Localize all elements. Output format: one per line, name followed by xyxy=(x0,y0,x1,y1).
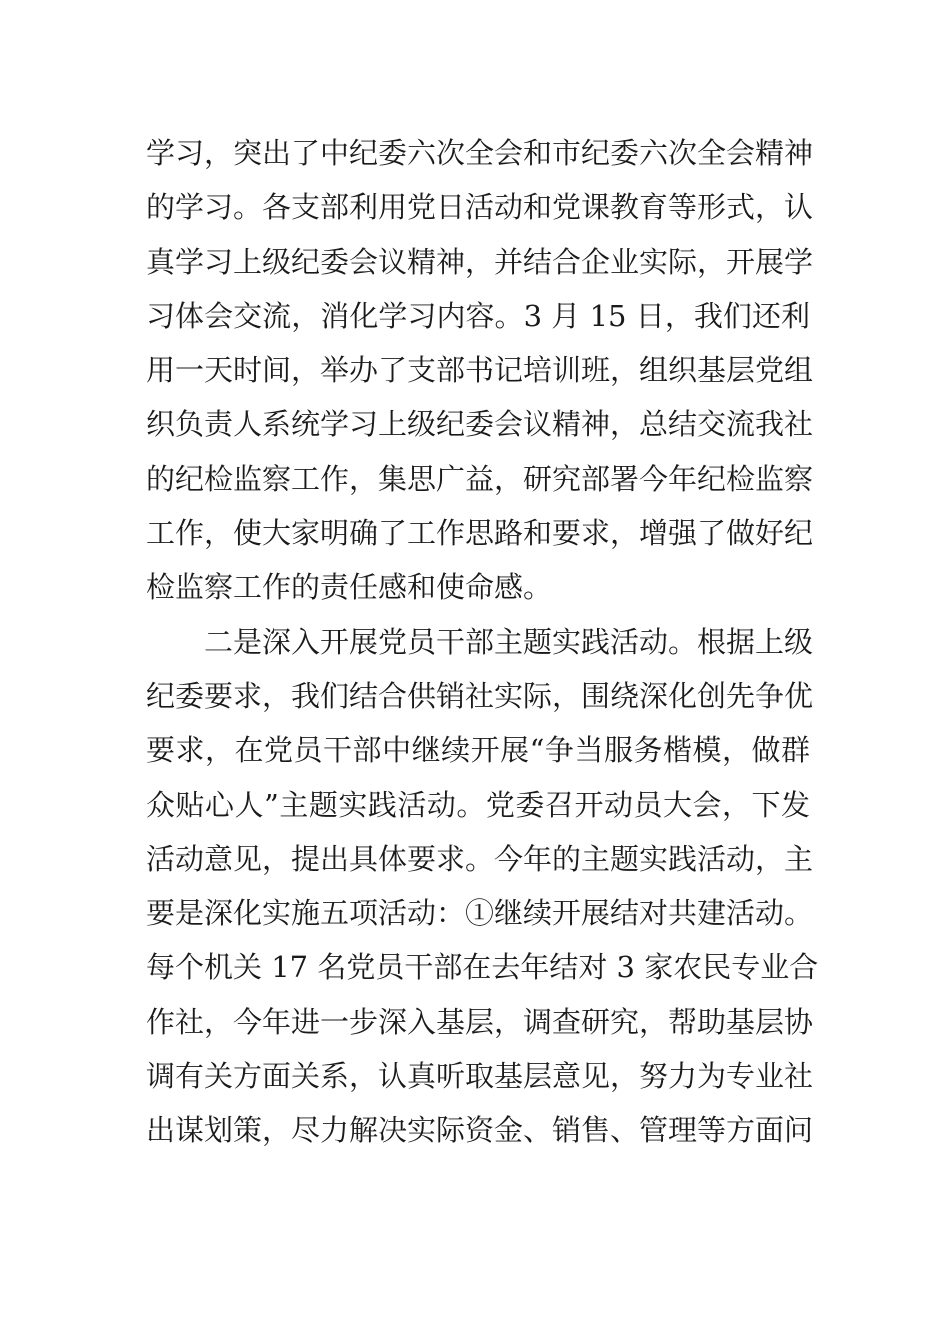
text-line: 工作，使大家明确了工作思路和要求，增强了做好纪 xyxy=(146,516,814,551)
body-text xyxy=(146,126,819,1158)
paragraph-first-line: 二是深入开展党员干部主题实践活动。根据上级 xyxy=(204,624,814,659)
text-line: 织负责人系统学习上级纪委会议精神，总结交流我社 xyxy=(146,407,814,442)
text-line: 用一天时间，举办了支部书记培训班，组织基层党组 xyxy=(146,353,814,388)
text-line: 的纪检监察工作，集思广益，研究部署今年纪检监察 xyxy=(146,461,814,496)
text-line: 活动意见，提出具体要求。今年的主题实践活动，主 xyxy=(146,841,814,876)
text-line: 每个机关 17 名党员干部在去年结对 3 家农民专业合 xyxy=(146,950,819,985)
text-line: 众贴心人”主题实践活动。党委召开动员大会，下发 xyxy=(146,787,810,822)
text-line: 要是深化实施五项活动：①继续开展结对共建活动。 xyxy=(146,896,814,931)
text-line: 学习，突出了中纪委六次全会和市纪委六次全会精神 xyxy=(146,136,814,170)
text-line: 习体会交流，消化学习内容。3 月 15 日，我们还利 xyxy=(146,298,810,333)
text-line: 调有关方面关系，认真听取基层意见，努力为专业社 xyxy=(146,1059,814,1094)
text-line: 真学习上级纪委会议精神，并结合企业实际，开展学 xyxy=(146,244,814,279)
text-line: 检监察工作的责任感和使命感。 xyxy=(146,570,553,605)
text-line: 的学习。各支部利用党日活动和党课教育等形式，认 xyxy=(146,190,814,225)
text-line: 作社，今年进一步深入基层，调查研究，帮助基层协 xyxy=(146,1004,814,1039)
text-line: 出谋划策，尽力解决实际资金、销售、管理等方面问 xyxy=(146,1113,814,1148)
text-line: 纪委要求，我们结合供销社实际，围绕深化创先争优 xyxy=(146,678,814,713)
text-line: 要求，在党员干部中继续开展“争当服务楷模，做群 xyxy=(146,733,810,768)
